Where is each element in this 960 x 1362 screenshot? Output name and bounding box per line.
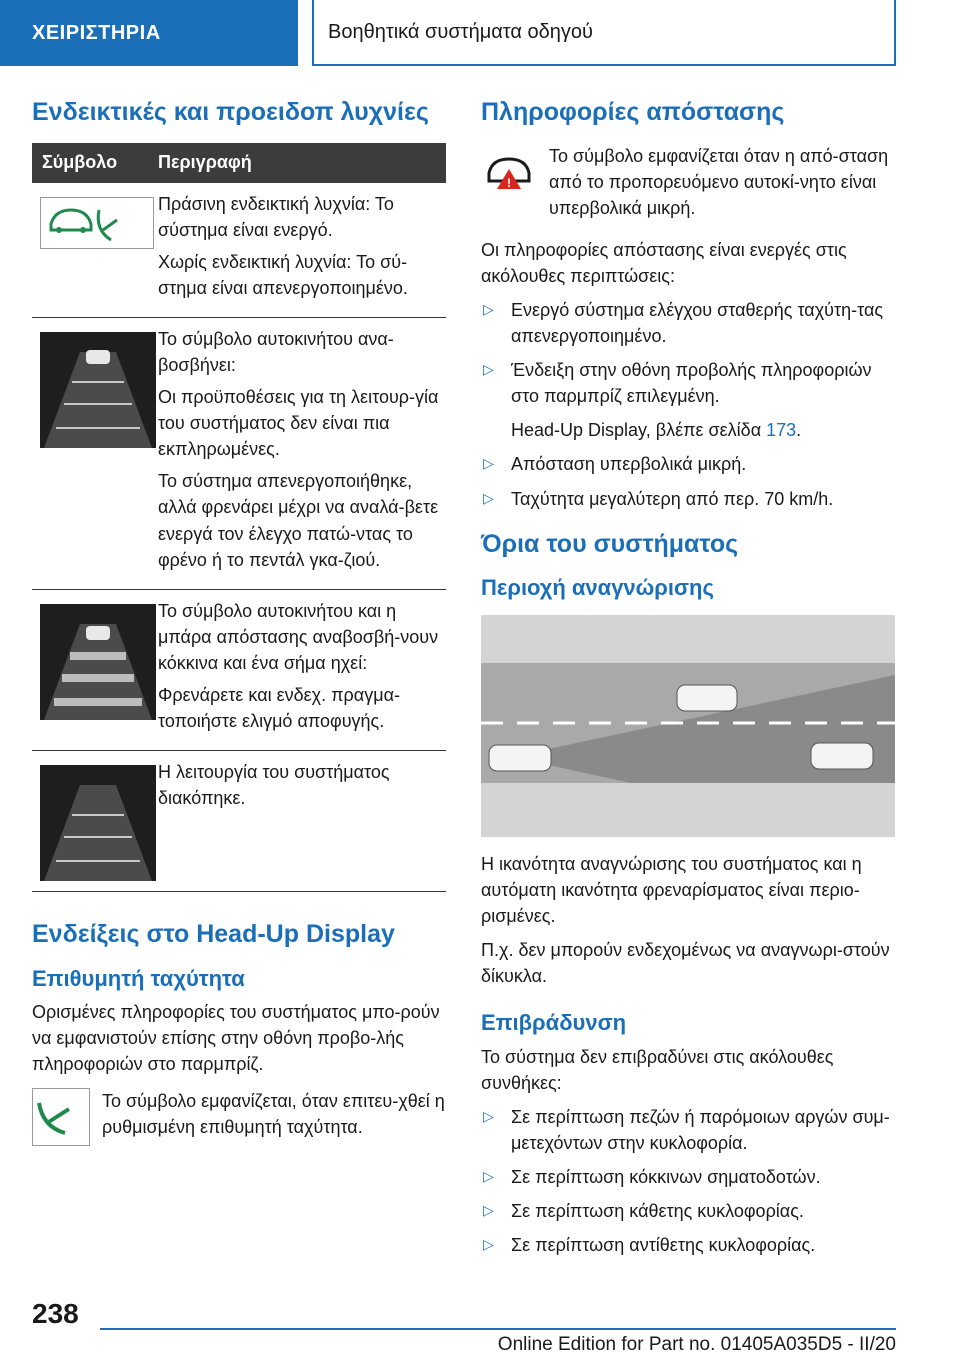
symbol-col-header: Σύμβολο <box>42 152 118 172</box>
desired-speed-text: Ορισμένες πληροφορίες του συστήματος μπο-ρούν να εμφανιστούν επίσης στην οθόνη προβο-λής πληροφοριών στο παρμπρίζ. <box>32 1002 440 1075</box>
range-text-2: Π.χ. δεν μπορούν ενδεχομένως να αναγνωρι-στούν δίκυκλα. <box>481 940 890 987</box>
detection-range-illustration <box>481 615 895 837</box>
description-col-header: Περιγραφή <box>158 152 252 172</box>
deceleration-heading: Επιβράδυνση <box>481 1010 627 1036</box>
edition-text: Online Edition for Part no. 01405A035D5 - II/20 <box>497 1334 896 1355</box>
range-text-1: Η ικανότητα αναγνώρισης του συστήματος και η αυτόματη ικανότητα φρεναρίσματος είναι περιο-ρισμένες. <box>481 853 862 926</box>
list-item: ▷ Σε περίπτωση πεζών ή παρόμοιων αργών συμ-μετεχόντων στην κυκλοφορία. <box>483 1106 890 1154</box>
list-item: ▷ Σε περίπτωση κάθετης κυκλοφορίας. <box>483 1201 804 1222</box>
speed-reached-icon <box>32 1088 90 1146</box>
right-column <box>481 96 895 1266</box>
distance-conditions-list-cont <box>481 451 895 511</box>
triangle-bullet-icon: ▷ <box>483 361 494 378</box>
symbol-table-header <box>32 143 446 183</box>
road-display-image <box>40 604 156 720</box>
detection-range-heading: Περιοχή αναγνώρισης <box>481 575 714 601</box>
car-indicator-icon <box>40 197 154 249</box>
page-link[interactable]: 173 <box>766 420 797 441</box>
triangle-bullet-icon: ▷ <box>483 1236 494 1253</box>
triangle-bullet-icon: ▷ <box>483 1202 494 1219</box>
desired-speed-heading: Επιθυμητή ταχύτητα <box>32 965 245 991</box>
row3-line1: Το σύμβολο αυτοκινήτου και η μπάρα απόστασης αναβοσβή-νουν κόκκινα και ένα σήμα ηχεί: <box>158 600 439 673</box>
distance-warning-icon <box>481 143 545 229</box>
system-limits-heading: Όρια του συστήματος <box>481 529 739 558</box>
triangle-bullet-icon: ▷ <box>483 1168 494 1185</box>
list-item: ▷ Ενεργό σύστημα ελέγχου σταθερής ταχύτη-τας απενεργοποιημένο. <box>483 299 884 347</box>
indicator-lamps-heading: Ενδεικτικές και προειδοπ λυχνίες <box>32 98 429 126</box>
chapter-title: Βοηθητικά συστήματα οδηγού <box>312 0 896 66</box>
svg-text:!: ! <box>507 175 511 190</box>
list-item: ▷ Ένδειξη στην οθόνη προβολής πληροφοριών στο παρμπρίζ επιλεγμένη. <box>483 360 872 407</box>
list-item: ▷ Σε περίπτωση αντίθετης κυκλοφορίας. <box>483 1235 816 1256</box>
warning-symbol-text: Το σύμβολο εμφανίζεται όταν η από-σταση από το προπορευόμενο αυτοκί-νητο είναι υπερβολικά μικρή. <box>549 145 889 218</box>
footer-divider <box>100 1328 896 1330</box>
row4-line1: Η λειτουργία του συστήματος διακόπηκε. <box>158 762 390 809</box>
list-item: ▷ Απόσταση υπερβολικά μικρή. <box>483 454 747 475</box>
distance-conditions-list <box>481 297 895 409</box>
row3-line2: Φρενάρετε και ενδεχ. πραγμα-τοποιήστε ελιγμό αποφυγής. <box>158 685 400 732</box>
distance-info-heading: Πληροφορίες απόστασης <box>481 98 785 126</box>
triangle-bullet-icon: ▷ <box>483 1107 494 1124</box>
road-display-image <box>40 332 156 448</box>
row1-line1: Πράσινη ενδεικτική λυχνία: Το σύστημα είναι ενεργό. <box>158 193 394 240</box>
triangle-bullet-icon: ▷ <box>483 300 494 317</box>
row1-line2: Χωρίς ενδεικτική λυχνία: Το σύ-στημα είναι απενεργοποιημένο. <box>158 251 408 298</box>
deceleration-text: Το σύστημα δεν επιβραδύνει στις ακόλουθες συνθήκες: <box>481 1046 834 1093</box>
row2-line2: Οι προϋποθέσεις για τη λειτουρ-γία του συστήματος δεν είναι πια εκπληρωμένες. <box>158 387 439 460</box>
table-row <box>32 183 446 318</box>
page-number: 238 <box>32 1298 79 1329</box>
table-row <box>32 590 446 751</box>
speed-symbol-text: Το σύμβολο εμφανίζεται, όταν επιτευ-χθεί η ρυθμισμένη επιθυμητή ταχύτητα. <box>102 1090 445 1137</box>
triangle-bullet-icon: ▷ <box>483 489 494 506</box>
list-item: ▷ Ταχύτητα μεγαλύτερη από περ. 70 km/h. <box>483 488 834 509</box>
triangle-bullet-icon: ▷ <box>483 455 494 472</box>
table-row <box>32 318 446 590</box>
left-column <box>32 96 446 1148</box>
row2-line3: Το σύστημα απενεργοποιήθηκε, αλλά φρενάρει μέχρι να αναλά-βετε ενεργά τον έλεγχο πατώ-ντας το φρένο ή το πεντάλ γκα-ζιού. <box>158 471 439 570</box>
hud-heading: Ενδείξεις στο Head-Up Display <box>32 920 395 949</box>
deceleration-list <box>481 1104 895 1258</box>
road-display-image <box>40 765 156 881</box>
section-tab: ΧΕΙΡΙΣΤΗΡΙΑ <box>0 0 298 66</box>
hud-reference: Head-Up Display, βλέπε σελίδα 173. <box>511 420 802 441</box>
distance-active-text: Οι πληροφορίες απόστασης είναι ενεργές στις ακόλουθες περιπτώσεις: <box>481 239 847 286</box>
row2-line1: Το σύμβολο αυτοκινήτου ανα-βοσβήνει: <box>158 328 394 375</box>
table-row <box>32 751 446 892</box>
list-item: ▷ Σε περίπτωση κόκκινων σηματοδοτών. <box>483 1167 821 1188</box>
